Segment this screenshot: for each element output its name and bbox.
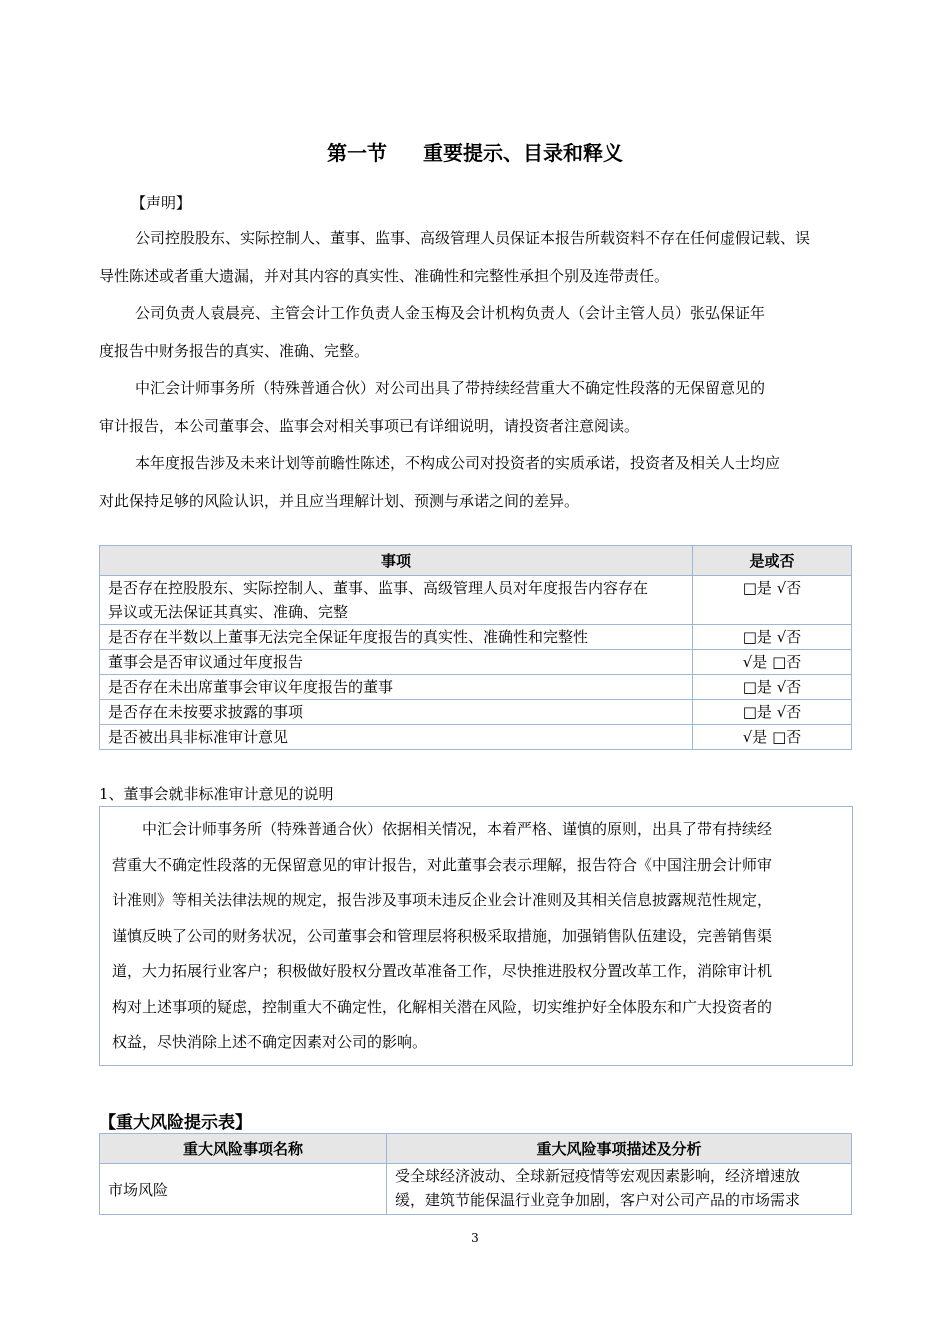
paragraph-line: 中汇会计师事务所（特殊普通合伙）对公司出具了带持续经营重大不确定性段落的无保留意见的 — [135, 379, 766, 397]
matter-cell — [100, 576, 693, 625]
table-row — [100, 725, 852, 750]
matter-line: 异议或无法保证其真实、准确、完整 — [108, 603, 349, 621]
paragraph-line: 本年度报告涉及未来计划等前瞻性陈述，不构成公司对投资者的实质承诺，投资者及相关人士均应 — [135, 454, 781, 472]
answer-cell: □是 √否 — [693, 675, 852, 700]
paragraph — [99, 445, 851, 520]
audit-note-line: 营重大不确定性段落的无保留意见的审计报告，对此董事会表示理解，报告符合《中国注册会计师审 — [112, 855, 773, 874]
audit-note-line: 计准则》等相关法律法规的规定，报告涉及事项未违反企业会计准则及其相关信息披露规范性规定， — [112, 891, 773, 909]
table-row — [100, 700, 852, 725]
page-title — [0, 137, 950, 166]
audit-note-line: 道，大力拓展行业客户；积极做好股权分置改革准备工作，尽快推进股权分置改革工作，消除审计机 — [112, 962, 773, 980]
risk-desc-line: 受全球经济波动、全球新冠疫情等宏观因素影响，经济增速放 — [395, 1167, 801, 1185]
paragraph-line: 度报告中财务报告的真实、准确、完整。 — [99, 341, 370, 360]
paragraph-line: 公司控股股东、实际控制人、董事、监事、高级管理人员保证本报告所载资料不存在任何虚假记载、误 — [135, 229, 811, 247]
paragraph-line: 审计报告，本公司董事会、监事会对相关事项已有详细说明，请投资者注意阅读。 — [99, 416, 640, 435]
table-row — [100, 625, 852, 650]
section-name: 重要提示、目录和释义 — [423, 141, 623, 165]
answer-cell: □是 √否 — [693, 700, 852, 725]
risk-table — [99, 1133, 852, 1215]
matter-cell: 是否存在半数以上董事无法完全保证年度报告的真实性、准确性和完整性 — [100, 625, 693, 650]
table-row — [100, 576, 852, 625]
matter-cell: 是否被出具非标准审计意见 — [100, 725, 693, 750]
risk-desc-cell — [387, 1164, 852, 1215]
paragraph — [99, 220, 851, 295]
table-header-row — [100, 546, 852, 576]
audit-note-line: 权益，尽快消除上述不确定因素对公司的影响。 — [112, 1033, 428, 1051]
column-header-risk-desc: 重大风险事项描述及分析 — [387, 1134, 852, 1164]
answer-cell: □是 √否 — [693, 625, 852, 650]
matter-cell: 是否存在未出席董事会审议年度报告的董事 — [100, 675, 693, 700]
paragraph-line: 导性陈述或者重大遗漏，并对其内容的真实性、准确性和完整性承担个别及连带责任。 — [99, 266, 670, 285]
risk-name-cell: 市场风险 — [100, 1164, 387, 1215]
matter-cell: 董事会是否审议通过年度报告 — [100, 650, 693, 675]
audit-note-line: 中汇会计师事务所（特殊普通合伙）依据相关情况，本着严格、谨慎的原则，出具了带有持续经 — [142, 820, 773, 838]
table-row — [100, 650, 852, 675]
table-row — [100, 1164, 852, 1215]
matters-table — [99, 545, 852, 750]
audit-note-title: 1、董事会就非标准审计意见的说明 — [99, 785, 334, 803]
column-header-risk-name: 重大风险事项名称 — [100, 1134, 387, 1164]
column-header-matter: 事项 — [100, 546, 693, 576]
audit-note-line: 谨慎反映了公司的财务状况，公司董事会和管理层将积极采取措施，加强销售队伍建设，完善销售渠 — [112, 926, 773, 945]
paragraph — [99, 370, 851, 445]
table-row — [100, 675, 852, 700]
risk-desc-line: 缓，建筑节能保温行业竞争加剧，客户对公司产品的市场需求 — [395, 1191, 801, 1209]
table-header-row — [100, 1134, 852, 1164]
matter-cell: 是否存在未按要求披露的事项 — [100, 700, 693, 725]
audit-note-line: 构对上述事项的疑虑，控制重大不确定性，化解相关潜在风险，切实维护好全体股东和广大投资者的 — [112, 997, 773, 1016]
audit-note-box — [99, 806, 853, 1066]
answer-cell: □是 √否 — [693, 576, 852, 625]
section-number: 第一节 — [327, 141, 387, 165]
paragraph-line: 对此保持足够的风险认识，并且应当理解计划、预测与承诺之间的差异。 — [99, 491, 580, 510]
declaration-label: 【声明】 — [131, 194, 192, 212]
paragraph-line: 公司负责人袁晨亮、主管会计工作负责人金玉梅及会计机构负责人（会计主管人员）张弘保证年 — [135, 304, 766, 322]
column-header-yes-no: 是或否 — [693, 546, 852, 576]
page-number: 3 — [471, 1231, 479, 1245]
paragraph — [99, 295, 851, 370]
matter-line: 是否存在控股股东、实际控制人、董事、监事、高级管理人员对年度报告内容存在 — [108, 579, 649, 597]
answer-cell: √是 □否 — [693, 650, 852, 675]
risk-table-title: 【重大风险提示表】 — [99, 1113, 252, 1133]
answer-cell: √是 □否 — [693, 725, 852, 750]
